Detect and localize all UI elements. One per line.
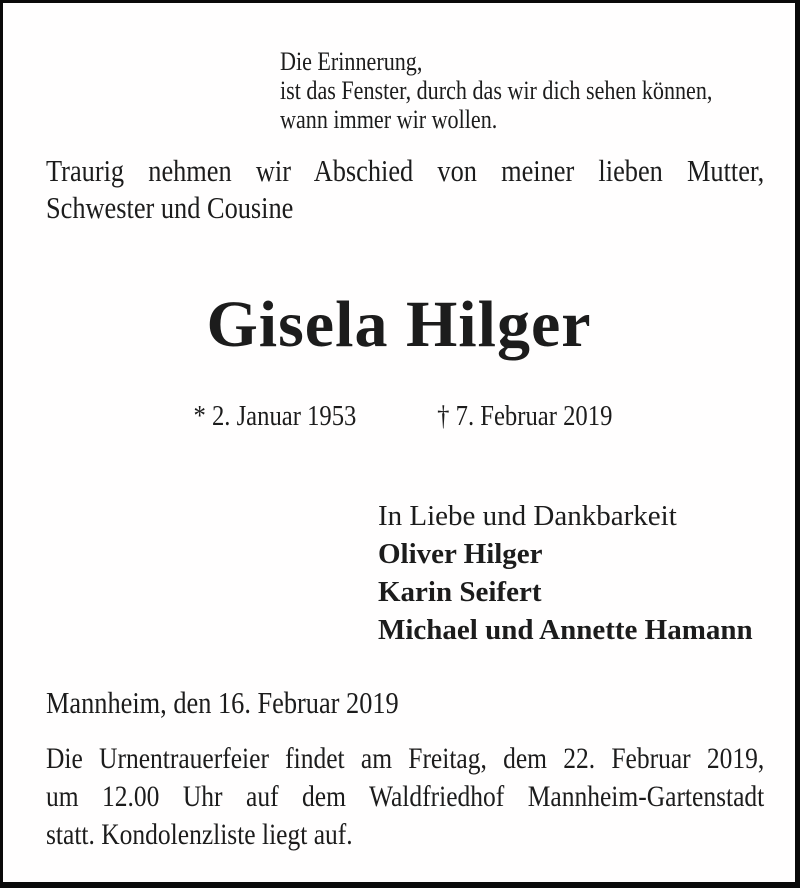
epigraph bbox=[280, 47, 712, 134]
death-date: † 7. Februar 2019 bbox=[437, 400, 613, 432]
ceremony-line: Die Urnentrauerfeier findet am Freitag, dem 22. Februar 2019, bbox=[46, 742, 765, 775]
epigraph-line: wann immer wir wollen. bbox=[280, 105, 498, 134]
mourner-name: Oliver Hilger bbox=[378, 538, 543, 570]
city-date: Mannheim, den 16. Februar 2019 bbox=[46, 685, 399, 720]
epigraph-line: Die Erinnerung, bbox=[280, 47, 423, 76]
salutation bbox=[46, 152, 764, 226]
life-dates bbox=[3, 398, 800, 434]
mourner-name: Karin Seifert bbox=[378, 576, 542, 608]
ceremony-info bbox=[46, 740, 764, 854]
mourner-name: Michael und Annette Hamann bbox=[378, 614, 753, 646]
mourners-intro: In Liebe und Dankbarkeit bbox=[378, 500, 677, 532]
ceremony-line: um 12.00 Uhr auf dem Waldfriedhof Mannheim-Gartenstadt bbox=[46, 780, 765, 813]
epigraph-line: ist das Fenster, durch das wir dich sehen können, bbox=[280, 76, 713, 105]
deceased-name: Gisela Hilger bbox=[206, 288, 592, 361]
salutation-line: Traurig nehmen wir Abschied von meiner lieben Mutter, bbox=[46, 153, 765, 188]
salutation-line: Schwester und Cousine bbox=[46, 190, 294, 225]
birth-date: * 2. Januar 1953 bbox=[193, 400, 357, 432]
mourners bbox=[378, 497, 753, 649]
ceremony-line: statt. Kondolenzliste liegt auf. bbox=[46, 818, 353, 851]
